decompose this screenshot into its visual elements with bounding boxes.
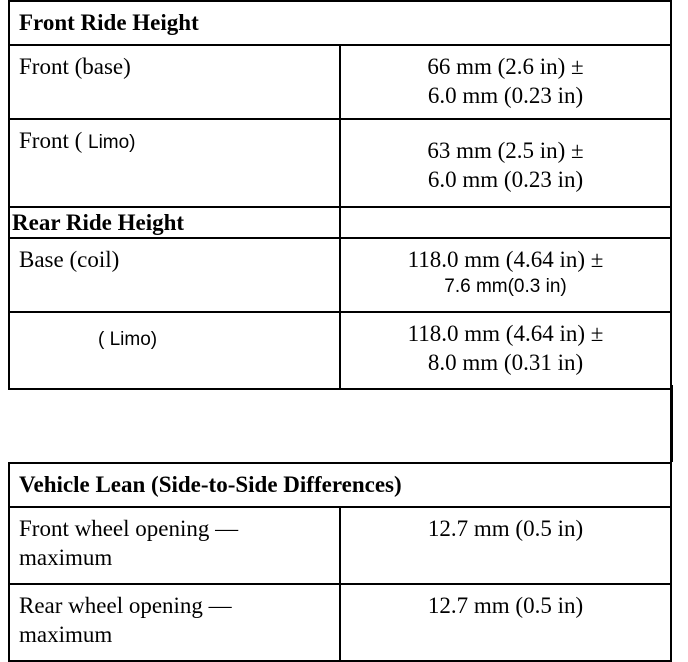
table-row xyxy=(9,584,671,661)
table-row xyxy=(9,1,671,45)
label-line-2: maximum xyxy=(19,545,113,570)
table-row xyxy=(9,45,671,119)
row-label xyxy=(9,312,340,389)
row-label xyxy=(9,45,340,119)
front-ride-height-heading xyxy=(9,1,671,45)
table-row xyxy=(9,238,671,312)
heading-text: Vehicle Lean (Side-to-Side Differences) xyxy=(19,472,402,497)
value-line-2: 6.0 mm (0.23 in) xyxy=(427,83,584,108)
label-prefix: Front ( xyxy=(19,128,83,153)
row-value xyxy=(340,584,671,661)
vehicle-lean-heading xyxy=(9,463,671,507)
value-line-1: 118.0 mm (4.64 in) ± xyxy=(407,321,604,346)
value-line-2: 8.0 mm (0.31 in) xyxy=(427,350,584,375)
row-label xyxy=(9,584,340,661)
value-text: 12.7 mm (0.5 in) xyxy=(427,516,584,541)
row-label xyxy=(9,119,340,207)
label-line-1: Front wheel opening — xyxy=(19,516,239,541)
row-value xyxy=(340,507,671,584)
value-line-2: 6.0 mm (0.23 in) xyxy=(427,167,584,192)
label-line-1: Rear wheel opening — xyxy=(19,593,232,618)
empty-cell xyxy=(340,207,671,238)
ride-height-table xyxy=(8,0,672,390)
row-value xyxy=(340,238,671,312)
value-line-1: 118.0 mm (4.64 in) ± xyxy=(407,247,604,272)
rear-ride-height-heading xyxy=(9,207,340,238)
table-row xyxy=(9,463,671,507)
table-row xyxy=(9,207,671,238)
row-value xyxy=(340,45,671,119)
row-value xyxy=(340,312,671,389)
row-label xyxy=(9,238,340,312)
value-line-1: 63 mm (2.5 in) ± xyxy=(427,138,584,163)
value-line-2: 7.6 mm(0.3 in) xyxy=(444,276,567,297)
heading-text: Front Ride Height xyxy=(19,10,199,35)
label-line-2: maximum xyxy=(19,622,113,647)
heading-text: Rear Ride Height xyxy=(12,210,185,235)
value-line-1: 66 mm (2.6 in) ± xyxy=(427,54,584,79)
table-row xyxy=(9,119,671,207)
label-text: Base (coil) xyxy=(19,247,120,272)
row-value xyxy=(340,119,671,207)
label-text: Front (base) xyxy=(19,54,131,79)
vehicle-lean-table xyxy=(8,462,672,662)
table-row xyxy=(9,312,671,389)
value-text: 12.7 mm (0.5 in) xyxy=(427,593,584,618)
row-label xyxy=(9,507,340,584)
label-text xyxy=(19,120,339,157)
label-text: ( Limo) xyxy=(98,329,158,350)
label-suffix: Limo) xyxy=(88,132,136,153)
table-row xyxy=(9,507,671,584)
divider xyxy=(670,385,673,462)
